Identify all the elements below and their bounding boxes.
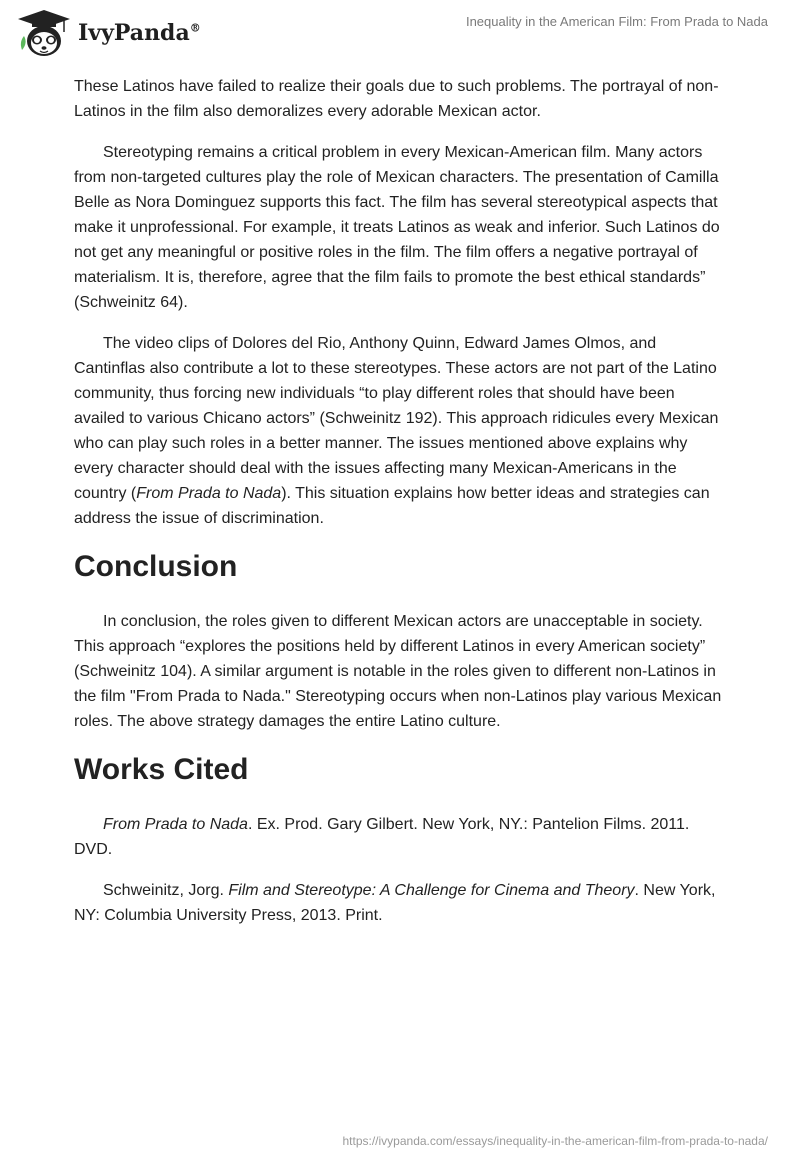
conclusion-paragraph: In conclusion, the roles given to different Mexican actors are unacceptable in society. This approach “explores the positions held by different Latinos in every American society” (Schweinitz 104). A similar argument is notable in the roles given to different non-Latinos in the film "From Prada to Nada." Stereotyping occurs when non-Latinos play various Mexican roles. The above strategy damages the entire Latino culture. [74,613,722,730]
film-title-italic: From Prada to Nada [136,485,282,502]
citation-2: Schweinitz, Jorg. Film and Stereotype: A Challenge for Cinema and Theory. New York, NY: Columbia University Press, 2013. Print. [74,882,716,924]
paragraph-3: The video clips of Dolores del Rio, Anthony Quinn, Edward James Olmos, and Cantinflas also contribute a lot to these stereotypes. These actors are not part of the Latino community, thus forcing new individuals “to play different roles that should have been availed to various Chicano actors” (Schweinitz 192). This approach ridicules every Mexican who can play such roles in a better manner. The issues mentioned above explains why every character should deal with the issues affecting many Mexican-Americans in the country (From Prada to Nada). This situation explains how better ideas and strategies can address the issue of discrimination. [74,335,719,527]
paragraph-1: These Latinos have failed to realize their goals due to such problems. The portrayal of non-Latinos in the film also demoralizes every adorable Mexican actor. [74,78,719,120]
works-cited-heading: Works Cited [74,753,249,786]
essay-content [74,74,726,944]
citation-1: From Prada to Nada. Ex. Prod. Gary Gilbert. New York, NY.: Pantelion Films. 2011. DVD. [74,816,690,858]
source-url[interactable]: https://ivypanda.com/essays/inequality-in-the-american-film-from-prada-to-nada/ [342,1134,768,1148]
brand-name: IvyPanda® [78,20,201,46]
ivypanda-logo[interactable] [16,8,236,60]
page-header [0,0,800,70]
conclusion-heading: Conclusion [74,550,238,583]
document-title: Inequality in the American Film: From Prada to Nada [465,14,768,29]
paragraph-2: Stereotyping remains a critical problem in every Mexican-American film. Many actors from non-targeted cultures play the role of Mexican characters. The presentation of Camilla Belle as Nora Dominguez supports this fact. The film has several stereotypical aspects that make it unprofessional. For example, it treats Latinos as weak and inferior. Such Latinos do not get any meaningful or positive roles in the film. The film offers a negative portrayal of materialism. It is, therefore, agree that the film fails to promote the best ethical standards” (Schweinitz 64). [74,144,720,311]
panda-graduate-icon [16,8,72,60]
